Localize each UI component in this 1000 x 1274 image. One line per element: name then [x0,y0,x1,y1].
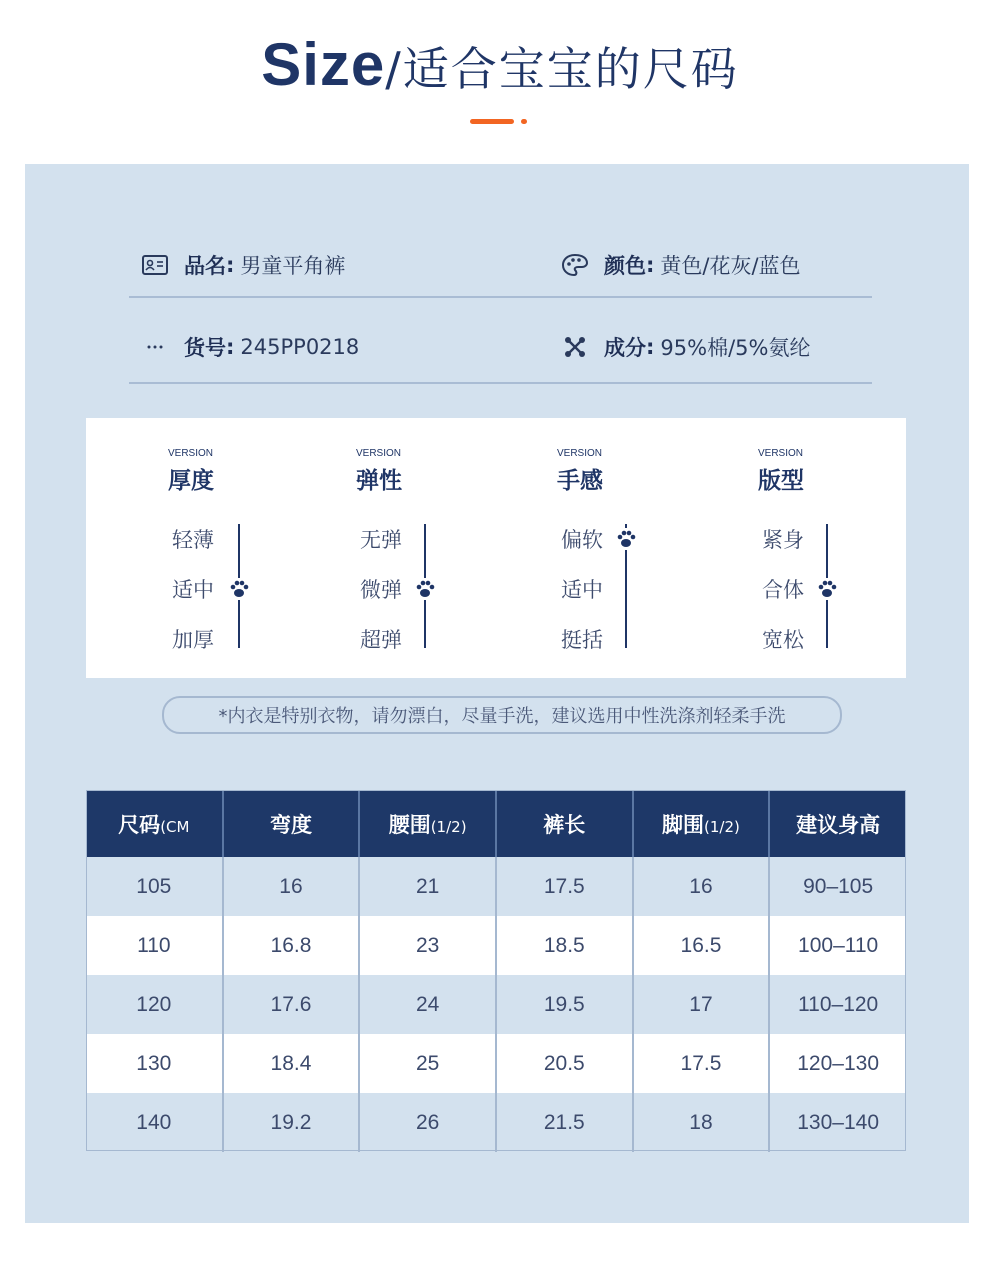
colon: : [646,335,655,359]
table-cell: 90–105 [769,857,906,916]
table-cell: 140 [86,1093,223,1152]
table-cell: 16.8 [223,916,360,975]
header-suggested-height [769,790,906,857]
care-note: *内衣是特别衣物，请勿漂白，尽量手洗，建议选用中性洗涤剂轻柔手洗 [162,696,842,734]
molecule-icon [560,335,590,359]
composition-value: 95%棉/5%氨纶 [660,336,811,360]
attribute-option: 紧身 [762,528,804,552]
header-label: 尺码 [118,812,161,837]
table-cell: 120 [86,975,223,1034]
table-cell: 17.5 [496,857,633,916]
info-row-2 [130,322,875,402]
table-cell: 105 [86,857,223,916]
paw-print-icon [228,578,250,600]
header-leg-opening [633,790,770,857]
table-cell: 18 [633,1093,770,1152]
product-color-value: 黄色/花灰/蓝色 [660,254,801,278]
paw-print-icon [615,528,637,550]
colon: : [646,253,655,277]
divider [129,382,872,384]
table-cell: 17.5 [633,1034,770,1093]
table-header-row [86,790,906,857]
attributes-box [86,418,906,678]
product-name-value: 男童平角裤 [240,254,346,278]
attribute-hand-feel [557,418,677,678]
attribute-title: 手感 [557,468,603,494]
title-underline-dot [521,119,527,124]
table-cell: 100–110 [769,916,906,975]
table-row [86,975,906,1034]
table-cell: 130 [86,1034,223,1093]
title-underline-bar [470,119,514,124]
table-cell: 110 [86,916,223,975]
page-title [0,30,1000,99]
product-color [560,240,801,290]
title-size: Size [261,31,386,98]
table-cell: 120–130 [769,1034,906,1093]
header-rise [223,790,360,857]
attribute-option: 无弹 [360,528,402,552]
header-unit: (1/2) [430,817,467,836]
table-row [86,1034,906,1093]
table-cell: 110–120 [769,975,906,1034]
table-cell: 17.6 [223,975,360,1034]
header-label: 脚围 [662,812,705,837]
table-cell: 16.5 [633,916,770,975]
header-label: 建议身高 [796,812,881,837]
attribute-version: VERSION [758,448,804,459]
attribute-option: 偏软 [561,528,603,552]
table-row [86,916,906,975]
size-panel [25,164,969,1223]
table-cell: 16 [633,857,770,916]
product-item-number [140,322,359,372]
table-cell: 130–140 [769,1093,906,1152]
attribute-title: 弹性 [356,468,402,494]
header-waist [359,790,496,857]
attribute-fit [758,418,878,678]
item-number-value: 245PP0218 [240,335,360,359]
item-number-label: 货号 [184,336,226,360]
table-cell: 21 [359,857,496,916]
attribute-option: 挺括 [561,628,603,652]
palette-icon [560,253,590,277]
paw-print-icon [816,578,838,600]
header-label: 裤长 [543,812,586,837]
attribute-version: VERSION [168,448,214,459]
attribute-version: VERSION [557,448,603,459]
attribute-thickness [168,418,288,678]
product-name [140,240,345,290]
id-card-icon [140,253,170,277]
size-table [86,790,906,1152]
header-label: 腰围 [388,812,431,837]
attribute-option: 宽松 [762,628,804,652]
table-cell: 23 [359,916,496,975]
attribute-option: 合体 [762,578,804,602]
table-cell: 24 [359,975,496,1034]
paw-print-icon [414,578,436,600]
table-cell: 19.5 [496,975,633,1034]
colon: : [226,335,235,359]
product-composition [560,322,810,372]
attribute-title: 版型 [758,468,804,494]
table-cell: 18.4 [223,1034,360,1093]
attribute-version: VERSION [356,448,402,459]
table-cell: 21.5 [496,1093,633,1152]
header-unit: (1/2) [704,817,740,836]
table-cell: 16 [223,857,360,916]
title-rest: /适合宝宝的尺码 [385,42,739,96]
attribute-option: 适中 [561,578,603,602]
attribute-option: 适中 [172,578,214,602]
header-size [86,790,223,857]
table-cell: 17 [633,975,770,1034]
attribute-title: 厚度 [168,468,214,494]
attribute-elasticity [356,418,476,678]
attribute-option: 微弹 [360,578,402,602]
table-cell: 19.2 [223,1093,360,1152]
table-cell: 25 [359,1034,496,1093]
attribute-option: 超弹 [360,628,402,652]
header-unit: (CM [160,817,190,836]
table-cell: 26 [359,1093,496,1152]
product-color-label: 颜色 [604,254,646,278]
table-row [86,1093,906,1152]
attribute-option: 加厚 [172,628,214,652]
info-row-1 [130,240,875,320]
header-label: 弯度 [269,812,312,837]
table-row [86,857,906,916]
table-cell: 20.5 [496,1034,633,1093]
header-length [496,790,633,857]
ellipsis-icon [140,335,170,359]
attribute-option: 轻薄 [172,528,214,552]
divider [129,296,872,298]
table-cell: 18.5 [496,916,633,975]
product-name-label: 品名 [184,254,226,278]
colon: : [226,253,235,277]
composition-label: 成分 [604,336,646,360]
